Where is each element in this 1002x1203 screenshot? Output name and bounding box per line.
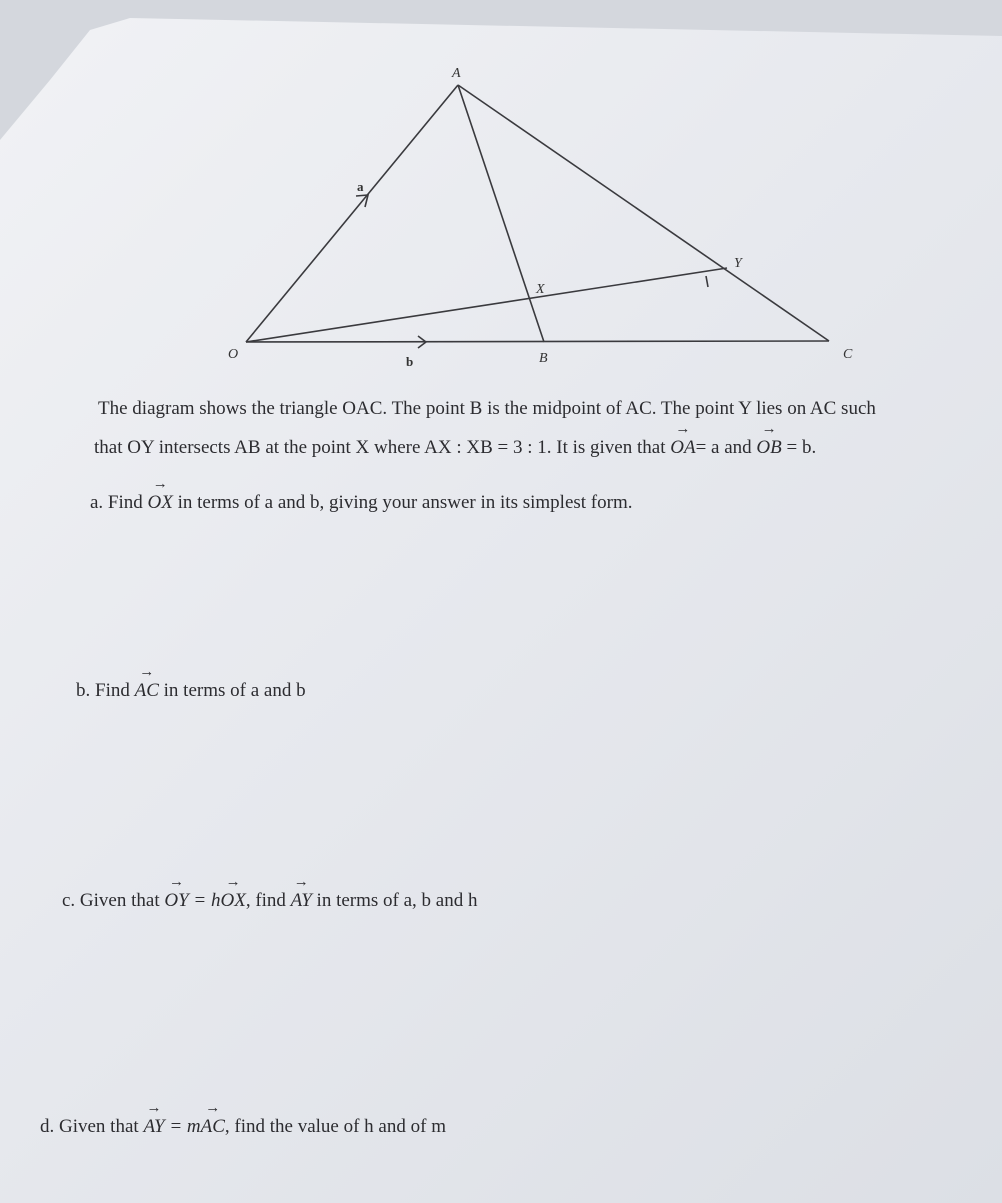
vector-AY: → AY xyxy=(291,890,312,912)
intro-line-1 xyxy=(98,398,876,420)
question-a-post: in terms of a and b, giving your answer in its simplest form. xyxy=(177,492,633,513)
question-a xyxy=(90,492,633,514)
vector-AC: → AC xyxy=(135,680,159,702)
question-b-post: in terms of a and b xyxy=(163,680,306,701)
intro-eq-a: = a and xyxy=(695,437,752,458)
tick-mark xyxy=(706,276,708,287)
label-Y: Y xyxy=(734,256,742,271)
vector-AC-d: → AC xyxy=(201,1116,225,1138)
label-vector-a: a xyxy=(357,179,364,194)
question-a-pre: a. Find xyxy=(90,492,143,513)
intro-eq-b: = b xyxy=(786,437,812,458)
label-O: O xyxy=(228,347,239,362)
question-b xyxy=(76,680,306,702)
triangle-diagram xyxy=(0,0,1002,400)
label-X: X xyxy=(536,282,545,297)
question-c-post: in terms of a, b and h xyxy=(316,890,478,911)
segment-AC xyxy=(458,85,829,341)
label-C: C xyxy=(843,347,853,362)
vector-OX-c: → OX xyxy=(220,890,245,912)
intro-period: . xyxy=(811,437,817,458)
question-c-eq: = h xyxy=(193,890,221,911)
question-d-post: , find the value of h and of m xyxy=(224,1116,446,1137)
intro-text-2: that OY intersects AB at the point X where AX : XB = 3 : 1. It is given that xyxy=(94,437,666,458)
vector-OB: → OB xyxy=(756,437,781,459)
intro-text-1: The diagram shows the triangle OAC. The point B is the midpoint of AC. The point Y lies on AC such xyxy=(98,398,876,419)
segment-OA xyxy=(246,85,458,342)
segment-OY xyxy=(246,268,727,342)
question-d-eq: = m xyxy=(169,1116,201,1137)
question-b-pre: b. Find xyxy=(76,680,130,701)
question-c-pre: c. Given that xyxy=(62,890,160,911)
label-vector-b: b xyxy=(406,354,414,369)
label-A: A xyxy=(452,66,461,81)
question-d xyxy=(40,1116,446,1138)
vector-OY: → OY xyxy=(164,890,188,912)
paper-edge-shadow xyxy=(0,0,1002,140)
segment-OC xyxy=(246,341,829,342)
question-c-find: , find xyxy=(245,890,286,911)
label-B: B xyxy=(539,351,548,366)
question-d-pre: d. Given that xyxy=(40,1116,139,1137)
intro-line-2 xyxy=(94,437,816,459)
vector-OX: → OX xyxy=(148,492,173,514)
vector-AY-d: → AY xyxy=(143,1116,164,1138)
vector-OA: → OA xyxy=(670,437,695,459)
question-c xyxy=(62,890,477,912)
